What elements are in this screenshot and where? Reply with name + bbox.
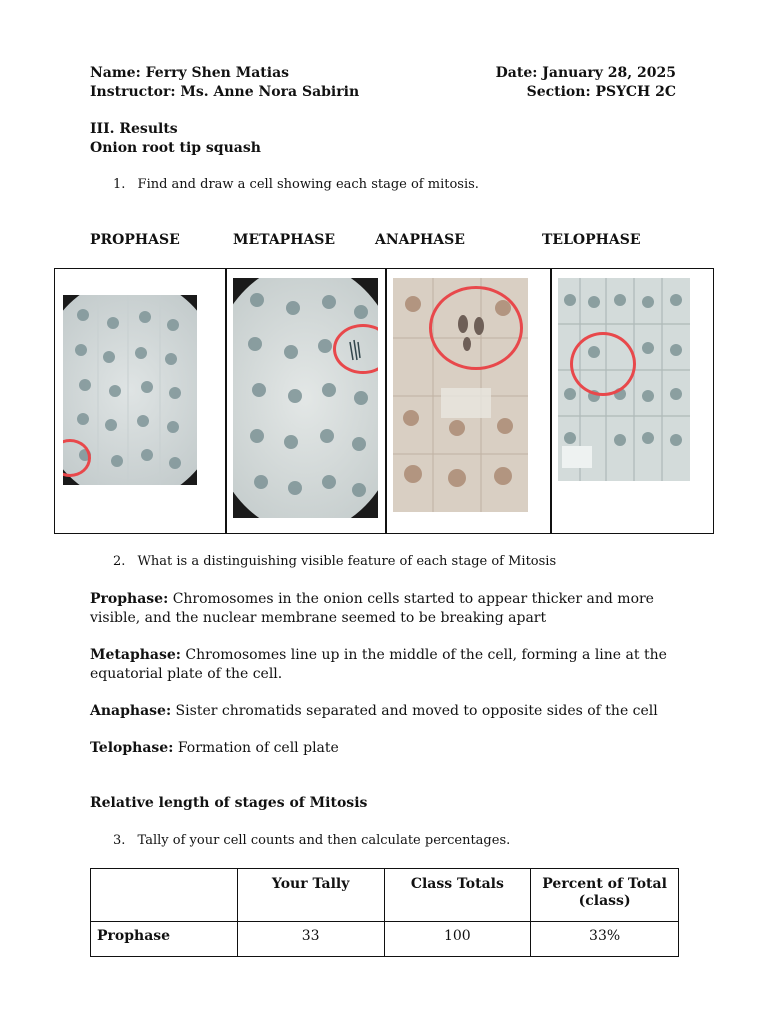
question-3 bbox=[113, 833, 510, 848]
feature-label: Metaphase: bbox=[90, 647, 181, 663]
highlight-circle bbox=[429, 286, 523, 370]
feature-text: Chromosomes line up in the middle of the cell, forming a line at the equatorial plate of the cell. bbox=[90, 647, 667, 682]
relative-length-title: Relative length of stages of Mitosis bbox=[90, 795, 368, 811]
telophase-micrograph bbox=[558, 278, 690, 481]
section-title: III. Results bbox=[90, 121, 178, 137]
feature-label: Telophase: bbox=[90, 740, 174, 756]
header-right bbox=[496, 64, 676, 102]
column-divider bbox=[225, 269, 227, 533]
table-header-class-totals: Class Totals bbox=[384, 869, 531, 922]
feature-telophase bbox=[90, 739, 690, 758]
stage-title-anaphase: ANAPHASE bbox=[375, 232, 465, 248]
instructor-name: Instructor: Ms. Anne Nora Sabirin bbox=[90, 84, 360, 100]
table-header-empty bbox=[91, 869, 238, 922]
micrograph-table bbox=[54, 268, 714, 534]
column-divider bbox=[385, 269, 387, 533]
subtitle: Onion root tip squash bbox=[90, 140, 261, 156]
question-1 bbox=[113, 177, 479, 192]
stage-title-prophase: PROPHASE bbox=[90, 232, 180, 248]
feature-metaphase bbox=[90, 646, 690, 684]
question-text: Find and draw a cell showing each stage of mitosis. bbox=[137, 177, 479, 192]
feature-label: Anaphase: bbox=[90, 703, 172, 719]
feature-text: Formation of cell plate bbox=[173, 740, 339, 756]
percent-cell: 33% bbox=[531, 922, 679, 957]
feature-label: Prophase: bbox=[90, 591, 169, 607]
question-text: What is a distinguishing visible feature of each stage of Mitosis bbox=[137, 554, 557, 569]
class-totals-cell: 100 bbox=[384, 922, 531, 957]
table-header-your-tally: Your Tally bbox=[237, 869, 384, 922]
feature-text: Sister chromatids separated and moved to opposite sides of the cell bbox=[171, 703, 658, 719]
feature-text: Chromosomes in the onion cells started to appear thicker and more visible, and the nuclear membrane seemed to be breaking apart bbox=[90, 591, 654, 626]
tally-table bbox=[90, 868, 679, 957]
results-heading bbox=[90, 120, 261, 158]
metaphase-micrograph bbox=[233, 278, 378, 518]
your-tally-cell: 33 bbox=[237, 922, 384, 957]
stage-title-telophase: TELOPHASE bbox=[542, 232, 641, 248]
highlight-circle bbox=[570, 332, 636, 396]
column-divider bbox=[550, 269, 552, 533]
question-text: Tally of your cell counts and then calculate percentages. bbox=[137, 833, 511, 848]
student-name: Name: Ferry Shen Matias bbox=[90, 65, 290, 81]
prophase-micrograph bbox=[63, 295, 197, 485]
feature-prophase bbox=[90, 590, 690, 628]
section: Section: PSYCH 2C bbox=[526, 84, 676, 100]
stage-title-metaphase: METAPHASE bbox=[233, 232, 336, 248]
question-2 bbox=[113, 554, 556, 569]
table-header-row bbox=[91, 869, 679, 922]
question-number: 2. bbox=[113, 554, 126, 569]
question-number: 1. bbox=[113, 177, 126, 192]
feature-anaphase bbox=[90, 702, 690, 721]
date: Date: January 28, 2025 bbox=[495, 65, 676, 81]
header-left bbox=[90, 64, 359, 102]
row-label: Prophase bbox=[91, 922, 238, 957]
table-row bbox=[91, 922, 679, 957]
table-header-percent: Percent of Total (class) bbox=[531, 869, 679, 922]
anaphase-micrograph bbox=[393, 278, 528, 512]
question-number: 3. bbox=[113, 833, 126, 848]
